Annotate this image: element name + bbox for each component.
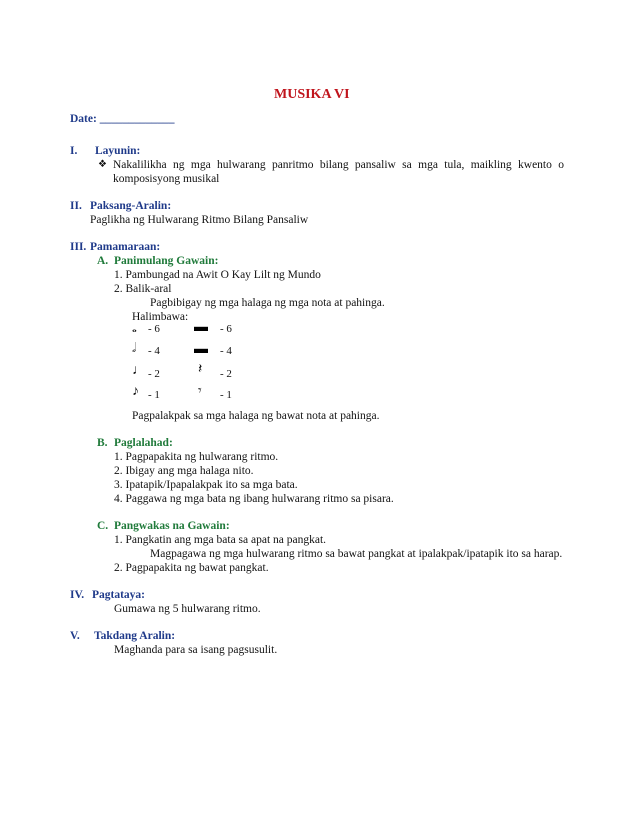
section-numeral: V. [70, 630, 80, 642]
section-heading-pamamaraan: Pamamaraan: [90, 241, 161, 253]
quarter-rest-icon: 𝄽 [198, 362, 203, 377]
eighth-note-icon: ♪ [132, 384, 139, 399]
paksang-text: Paglikha ng Hulwarang Ritmo Bilang Pansaliw [90, 214, 309, 226]
section-heading-paksang: Paksang-Aralin: [90, 200, 172, 212]
page-title: MUSIKA VI [274, 87, 350, 102]
section-numeral: IV. [70, 589, 85, 601]
eighth-rest-icon: 𝄾 [198, 384, 202, 399]
rest-value: - 6 [220, 323, 232, 335]
layunin-text-line2: komposisyong musikal [113, 173, 220, 185]
half-note-icon: 𝅗𝅥 [132, 340, 137, 355]
half-rest-icon: ▬ [194, 342, 208, 357]
section-numeral: I. [70, 145, 78, 157]
list-item: 4. Paggawa ng mga bata ng ibang hulwarang ritmo sa pisara. [114, 493, 394, 505]
subsection-letter: C. [97, 520, 109, 532]
rest-value: - 4 [220, 345, 232, 357]
subsection-heading-panimulang: Panimulang Gawain: [114, 255, 219, 267]
pagtataya-text: Gumawa ng 5 hulwarang ritmo. [114, 603, 261, 615]
list-item: 2. Balik-aral [114, 283, 172, 295]
layunin-text-line1: Nakalilikha ng mga hulwarang panritmo bilang pansaliw sa mga tula, maikling kwento o [113, 159, 564, 171]
list-item: 2. Pagpapakita ng bawat pangkat. [114, 562, 269, 574]
subsection-heading-pangwakas: Pangwakas na Gawain: [114, 520, 230, 532]
list-item: 2. Ibigay ang mga halaga nito. [114, 465, 254, 477]
note-values-figure [128, 320, 250, 402]
sub-text: Pagbibigay ng mga halaga ng mga nota at pahinga. [150, 297, 385, 309]
subsection-letter: B. [97, 437, 108, 449]
section-numeral: II. [70, 200, 82, 212]
sub-text: Pagpalakpak sa mga halaga ng bawat nota at pahinga. [132, 410, 380, 422]
sub-text: Halimbawa: [132, 311, 189, 323]
date-label: Date: _____________ [70, 113, 175, 125]
subsection-heading-paglalahad: Paglalahad: [114, 437, 173, 449]
quarter-note-icon: ♩ [132, 363, 146, 378]
whole-note-icon: 𝅝 [132, 321, 137, 335]
section-numeral: III. [70, 241, 87, 253]
sub-text: Magpagawa ng mga hulwarang ritmo sa bawat pangkat at ipalakpak/ipatapik ito sa harap. [150, 548, 563, 560]
list-item: 3. Ipatapik/Ipapalakpak ito sa mga bata. [114, 479, 298, 491]
subsection-letter: A. [97, 255, 109, 267]
rest-value: - 2 [220, 368, 232, 380]
list-item: 1. Pangkatin ang mga bata sa apat na pangkat. [114, 534, 327, 546]
section-heading-layunin: Layunin: [95, 145, 141, 157]
bullet-icon: ❖ [98, 159, 107, 170]
section-heading-takdang: Takdang Aralin: [94, 630, 176, 642]
takdang-text: Maghanda para sa isang pagsusulit. [114, 644, 278, 656]
rest-value: - 1 [220, 389, 232, 401]
section-heading-pagtataya: Pagtataya: [92, 589, 146, 601]
note-value: - 1 [148, 389, 160, 401]
note-value: - 2 [148, 368, 160, 380]
whole-rest-icon: ▬ [194, 320, 208, 335]
note-value: - 4 [148, 345, 160, 357]
list-item: 1. Pambungad na Awit O Kay Lilt ng Mundo [114, 269, 321, 281]
note-value: - 6 [148, 323, 160, 335]
list-item: 1. Pagpapakita ng hulwarang ritmo. [114, 451, 279, 463]
